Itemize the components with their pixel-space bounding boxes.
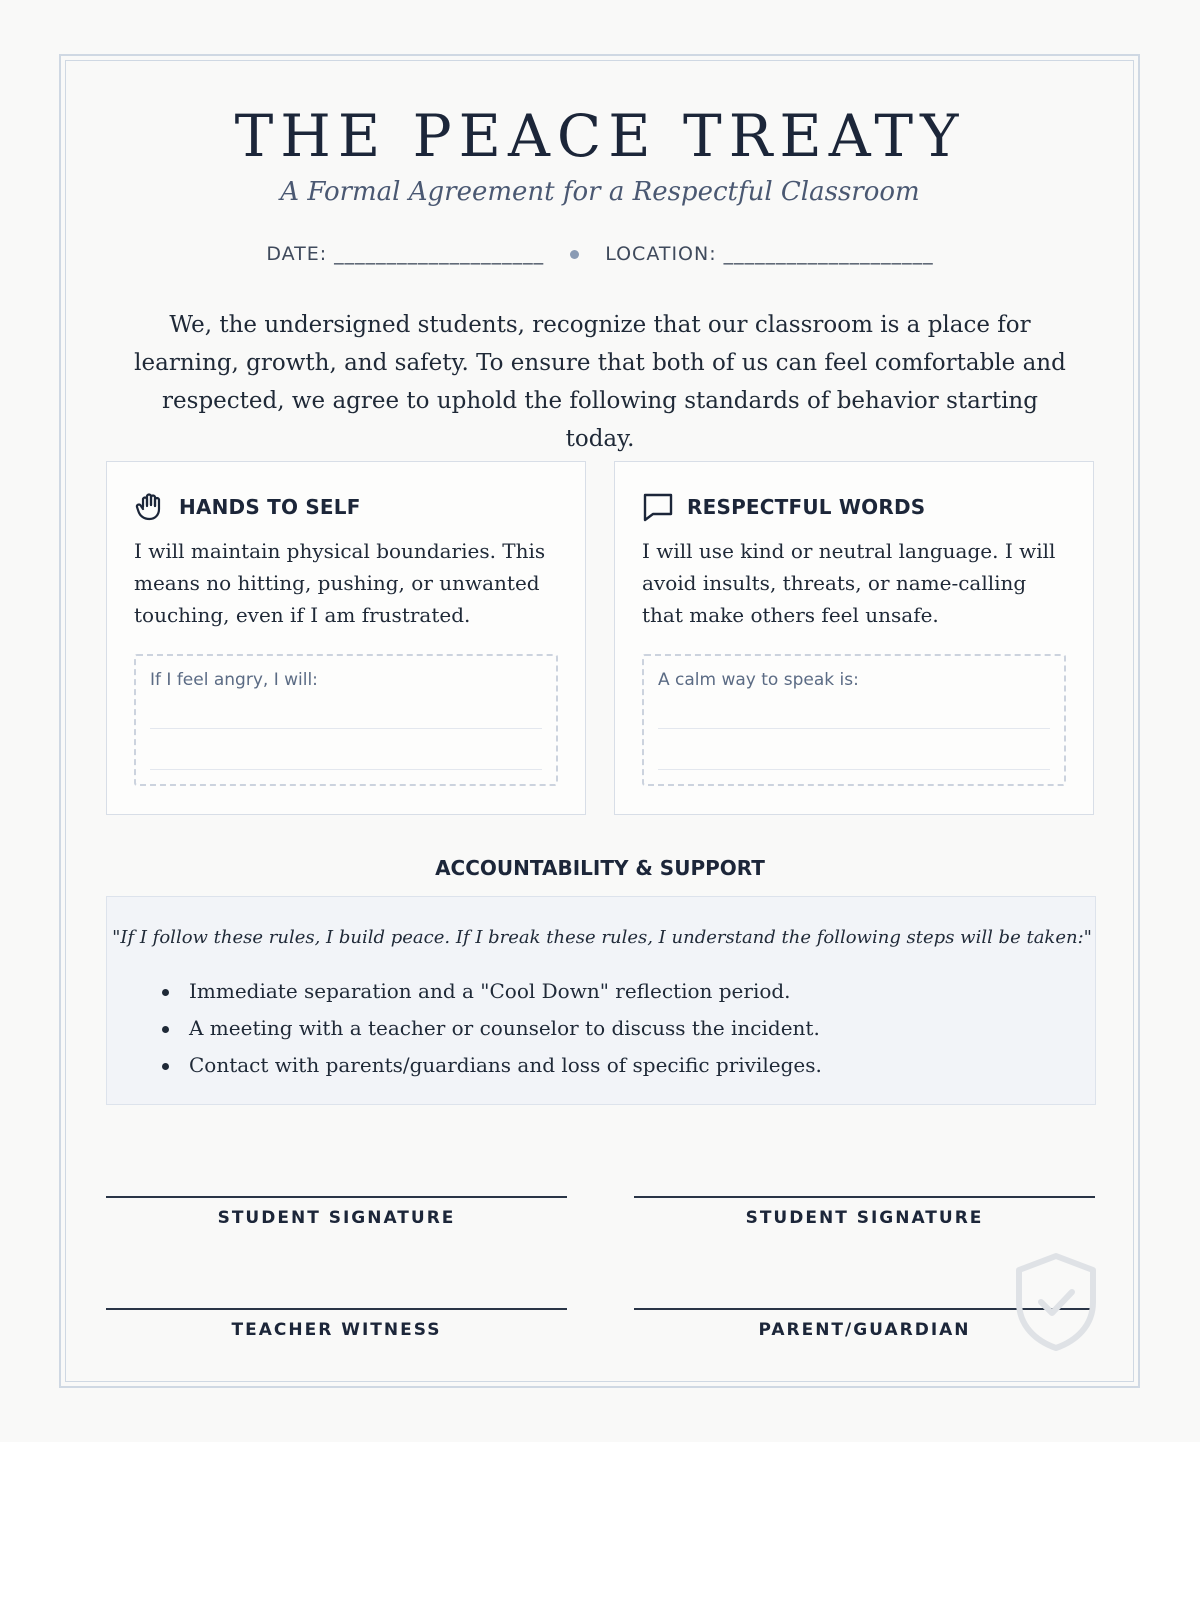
card-body: I will maintain physical boundaries. This means no hitting, pushing, or unwanted touching, even if I am frustrated. xyxy=(134,539,546,627)
card-body: I will use kind or neutral language. I will avoid insults, threats, or name-calling that make others feel unsafe. xyxy=(642,539,1056,627)
location-field[interactable]: LOCATION: ____________________ xyxy=(605,243,934,265)
response-box[interactable] xyxy=(134,654,558,786)
speech-bubble-icon xyxy=(641,490,675,524)
signature-label: STUDENT SIGNATURE xyxy=(217,1208,456,1228)
intro-paragraph: We, the undersigned students, recognize that our classroom is a place for learning, growth, and safety. To ensure that both of us can feel comfortable and respected, we agree to uphold the following standards of behavior starting today. xyxy=(134,312,1066,452)
shield-check-icon xyxy=(1013,1252,1099,1352)
signature-line-teacher[interactable] xyxy=(106,1308,567,1340)
response-prompt: A calm way to speak is: xyxy=(658,670,859,690)
accountability-title: ACCOUNTABILITY & SUPPORT xyxy=(435,856,765,880)
signature-label: TEACHER WITNESS xyxy=(231,1320,442,1340)
card-hands-to-self xyxy=(106,461,586,815)
writing-line xyxy=(150,769,542,770)
writing-line xyxy=(658,769,1050,770)
meta-row xyxy=(0,240,1200,268)
writing-line xyxy=(658,728,1050,729)
writing-line xyxy=(150,728,542,729)
card-respectful-words xyxy=(614,461,1094,815)
list-item: Contact with parents/guardians and loss of specific privileges. xyxy=(189,1047,822,1084)
signature-line-student-1[interactable] xyxy=(106,1196,567,1228)
response-prompt: If I feel angry, I will: xyxy=(150,670,318,690)
separator-dot xyxy=(570,250,579,259)
hand-icon xyxy=(133,490,167,524)
card-header xyxy=(641,490,925,524)
card-header xyxy=(133,490,361,524)
document-title: THE PEACE TREATY xyxy=(234,102,966,170)
card-title: HANDS TO SELF xyxy=(179,495,361,519)
response-box[interactable] xyxy=(642,654,1066,786)
date-field[interactable]: DATE: ____________________ xyxy=(266,243,545,265)
card-title: RESPECTFUL WORDS xyxy=(687,495,926,519)
signature-label: PARENT/GUARDIAN xyxy=(758,1320,971,1340)
signature-label: STUDENT SIGNATURE xyxy=(745,1208,984,1228)
signature-line-student-2[interactable] xyxy=(634,1196,1095,1228)
list-item: Immediate separation and a "Cool Down" reflection period. xyxy=(189,973,822,1010)
accountability-panel xyxy=(106,896,1096,1105)
list-item: A meeting with a teacher or counselor to discuss the incident. xyxy=(189,1010,822,1047)
consequence-list xyxy=(189,973,822,1084)
document-subtitle: A Formal Agreement for a Respectful Classroom xyxy=(280,177,920,207)
accountability-quote: "If I follow these rules, I build peace. If I break these rules, I understand the following steps will be taken:" xyxy=(112,927,1092,948)
